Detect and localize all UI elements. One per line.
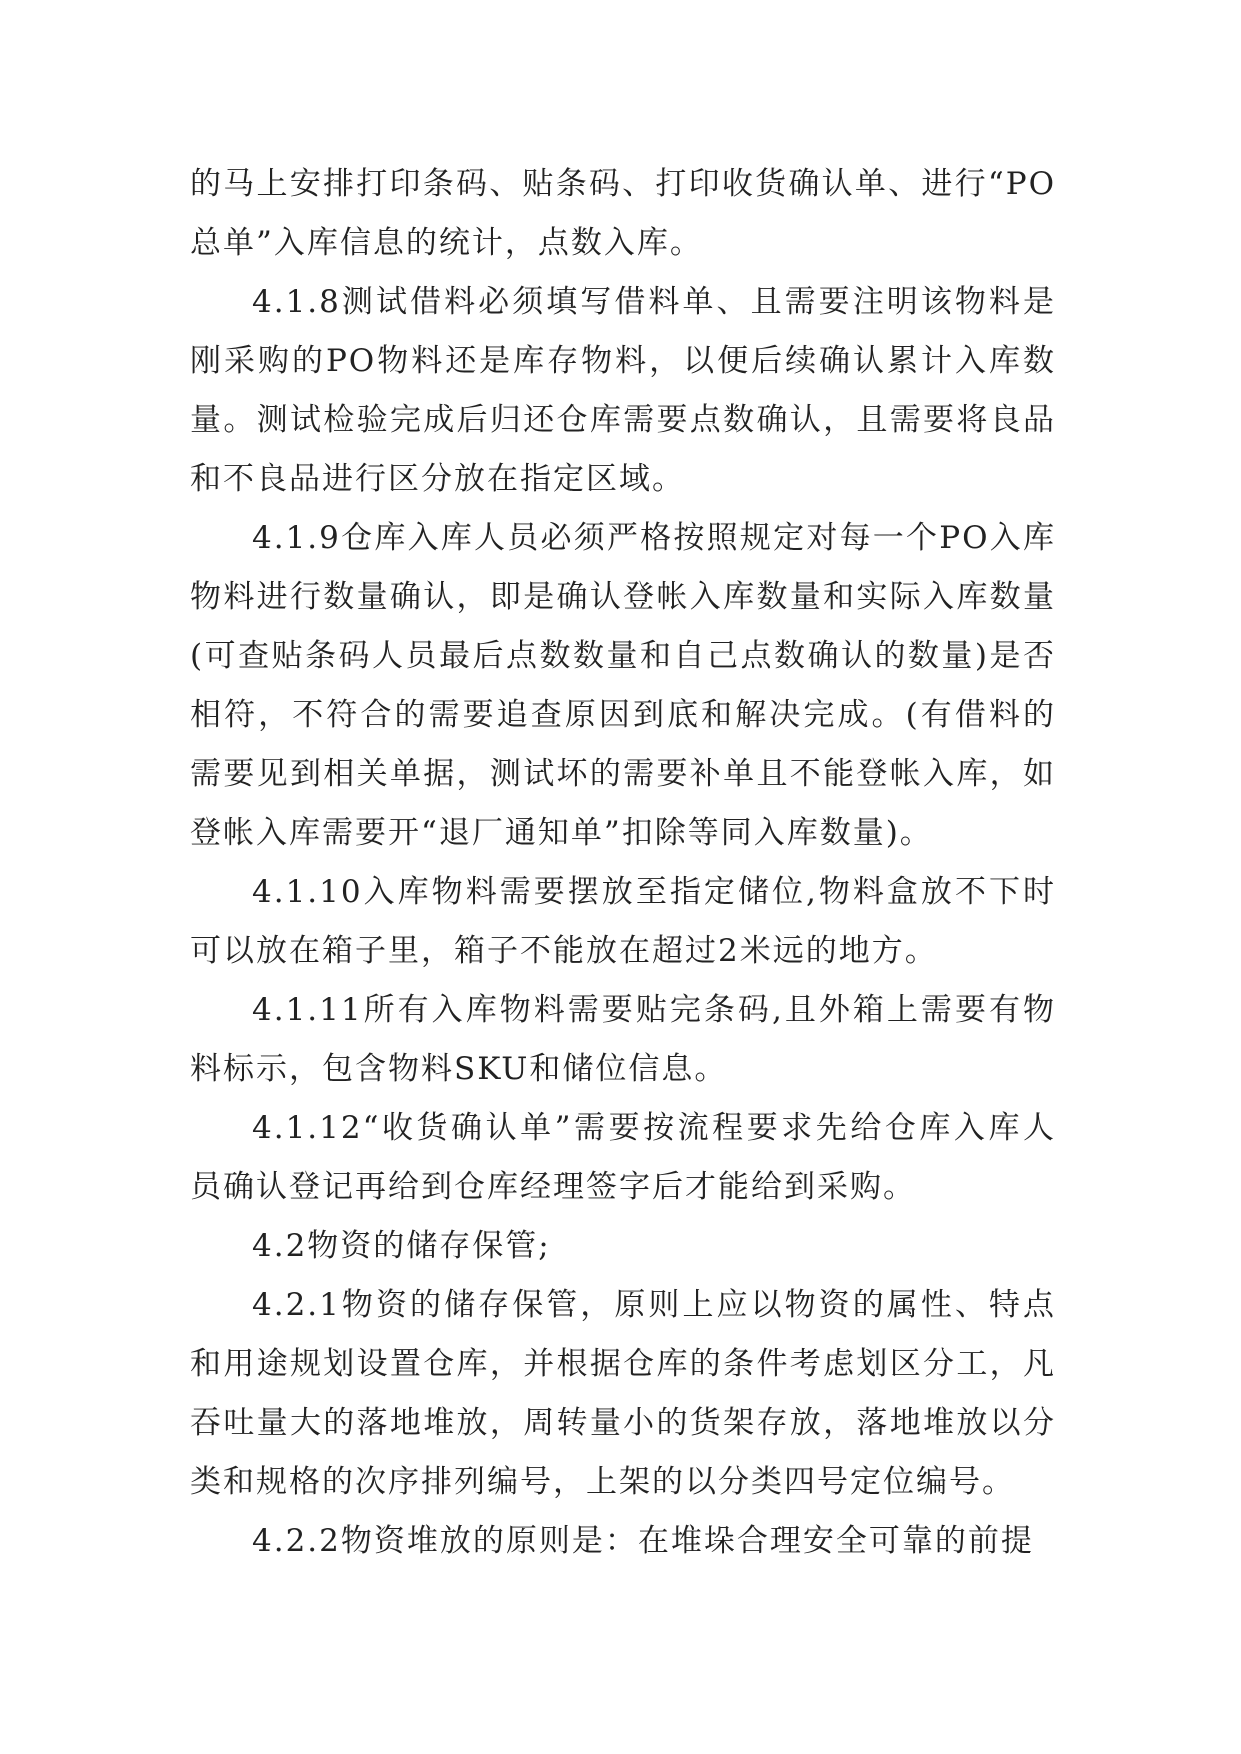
- paragraph-4-2-1: 4.2.1物资的储存保管，原则上应以物资的属性、特点和用途规划设置仓库，并根据仓库的条件考虑划区分工，凡吞吐量大的落地堆放，周转量小的货架存放，落地堆放以分类和规格的次序排列编号，上架的以分类四号定位编号。: [190, 1287, 1056, 1500]
- paragraph-continuation: 的马上安排打印条码、贴条码、打印收货确认单、进行“PO总单”入库信息的统计，点数入库。: [190, 166, 1056, 261]
- paragraph-4-1-12: 4.1.12“收货确认单”需要按流程要求先给仓库入库人员确认登记再给到仓库经理签字后才能给到采购。: [190, 1110, 1056, 1205]
- heading-4-2: 4.2物资的储存保管;: [252, 1228, 551, 1264]
- paragraph-4-1-11: 4.1.11所有入库物料需要贴完条码,且外箱上需要有物料标示，包含物料SKU和储位信息。: [190, 992, 1056, 1087]
- document-body: [190, 155, 1056, 1571]
- paragraph-4-1-9: 4.1.9仓库入库人员必须严格按照规定对每一个PO入库物料进行数量确认，即是确认登帐入库数量和实际入库数量(可查贴条码人员最后点数数量和自己点数确认的数量)是否相符，不符合的需要追查原因到底和解决完成。(有借料的需要见到相关单据，测试坏的需要补单且不能登帐入库，如登帐入库需要开“退厂通知单”扣除等同入库数量)。: [190, 520, 1056, 851]
- paragraph-4-1-10: 4.1.10入库物料需要摆放至指定储位,物料盒放不下时可以放在箱子里，箱子不能放在超过2米远的地方。: [190, 874, 1056, 969]
- paragraph-4-2-2: 4.2.2物资堆放的原则是：在堆垛合理安全可靠的前提: [252, 1523, 1034, 1559]
- paragraph-4-1-8: 4.1.8测试借料必须填写借料单、且需要注明该物料是刚采购的PO物料还是库存物料，以便后续确认累计入库数量。测试检验完成后归还仓库需要点数确认，且需要将良品和不良品进行区分放在指定区域。: [190, 284, 1056, 497]
